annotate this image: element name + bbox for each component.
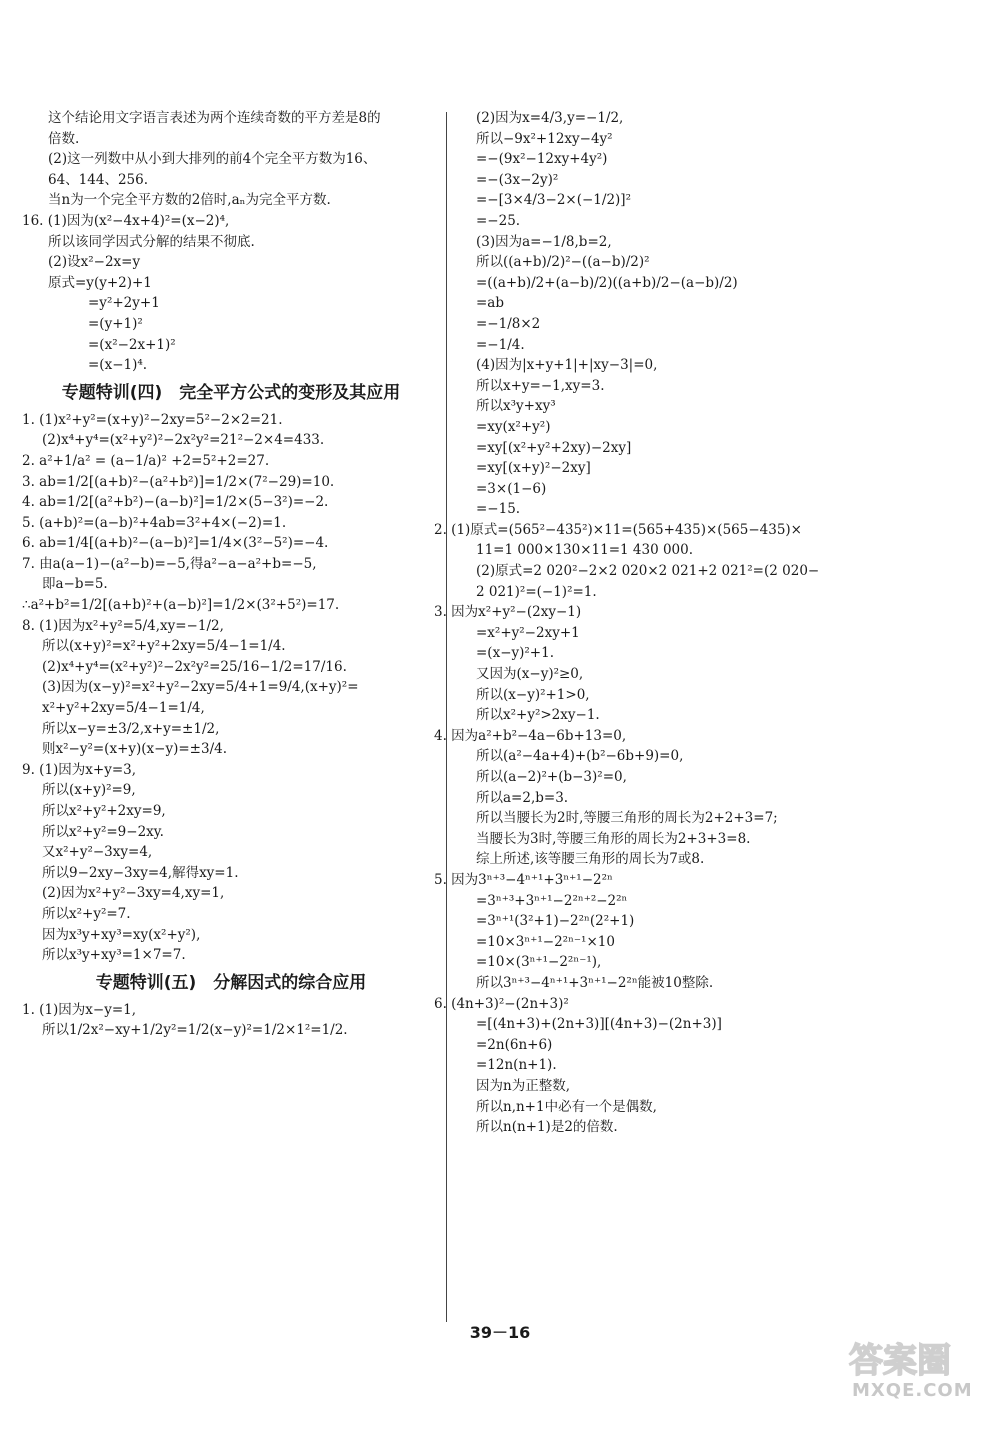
answer-line: =10×(3ⁿ⁺¹−2²ⁿ⁻¹),: [476, 954, 602, 971]
answer-line: =−(9x²−12xy+4y²): [476, 151, 608, 168]
answer-line: (3)因为(x−y)²=x²+y²−2xy=5/4+1=9/4,(x+y)²=: [42, 679, 359, 696]
answer-line: =2n(6n+6): [476, 1036, 553, 1053]
section-heading: 专题特训(五) 分解因式的综合应用: [95, 972, 367, 993]
answer-line: x²+y²+2xy=5/4−1=1/4,: [42, 700, 205, 717]
answer-line: (2)这一列数中从小到大排列的前4个完全平方数为16、: [48, 151, 377, 168]
answer-line: 综上所述,该等腰三角形的周长为7或8.: [476, 851, 705, 868]
answer-line: =(y+1)²: [88, 315, 143, 332]
answer-line: 64、144、256.: [48, 171, 149, 188]
answer-line: 所以(a−2)²+(b−3)²=0,: [476, 769, 627, 785]
answer-line: 当n为一个完全平方数的2倍时,aₙ为完全平方数.: [48, 192, 331, 209]
answer-line: 所以9−2xy−3xy=4,解得xy=1.: [42, 864, 239, 881]
answer-line: 3. ab=1/2[(a+b)²−(a²+b²)]=1/2×(7²−29)=10.: [22, 473, 335, 490]
answer-line: (2)设x²−2x=y: [48, 254, 141, 271]
answer-line: 所以((a+b)/2)²−((a−b)/2)²: [476, 254, 650, 271]
answer-line: 8. (1)因为x²+y²=5/4,xy=−1/2,: [22, 617, 224, 634]
answer-line: =(x−y)²+1.: [476, 645, 555, 662]
answer-line: 16. (1)因为(x²−4x+4)²=(x−2)⁴,: [22, 212, 230, 229]
answer-line: =(x−1)⁴.: [88, 357, 148, 374]
answer-line: 9. (1)因为x+y=3,: [22, 761, 137, 778]
answer-line: 因为n为正整数,: [476, 1077, 570, 1094]
answer-line: =−15.: [476, 501, 521, 518]
answer-line: 3. 因为x²+y²−(2xy−1): [434, 604, 582, 621]
answer-line: 2 021)²=(−1)²=1.: [476, 583, 597, 600]
answer-line: 当腰长为3时,等腰三角形的周长为2+3+3=8.: [476, 830, 751, 847]
answer-line: 倍数.: [48, 130, 80, 147]
watermark-logo: [820, 1336, 980, 1382]
answer-line: 所以n,n+1中必有一个是偶数,: [476, 1098, 657, 1115]
answer-line: (2)x⁴+y⁴=(x²+y²)²−2x²y²=21²−2×4=433.: [42, 432, 325, 449]
answer-line: 5. 因为3ⁿ⁺³−4ⁿ⁺¹+3ⁿ⁺¹−2²ⁿ: [434, 871, 613, 888]
answer-line: 所以x+y=−1,xy=3.: [476, 377, 605, 394]
answer-line: (2)x⁴+y⁴=(x²+y²)²−2x²y²=25/16−1/2=17/16.: [42, 658, 347, 675]
right-column: [434, 108, 976, 1138]
answer-line: =3×(1−6): [476, 480, 547, 497]
answer-line: =xy[(x+y)²−2xy]: [476, 460, 591, 477]
answer-line: =12n(n+1).: [476, 1057, 557, 1074]
answer-line: 所以1/2x²−xy+1/2y²=1/2(x−y)²=1/2×1²=1/2.: [42, 1022, 348, 1039]
answer-line: =−1/8×2: [476, 315, 541, 332]
answer-line: =−[3×4/3−2×(−1/2)]²: [476, 192, 631, 209]
answer-line: =−1/4.: [476, 336, 525, 353]
answer-line: 11=1 000×130×11=1 430 000.: [476, 542, 694, 559]
answer-line: (3)因为a=−1/8,b=2,: [476, 233, 612, 250]
answer-line: =ab: [476, 295, 505, 312]
answer-line: 所以x²+y²>2xy−1.: [476, 707, 600, 724]
answer-line: =((a+b)/2+(a−b)/2)((a+b)/2−(a−b)/2): [476, 274, 738, 291]
answer-line: 所以a=2,b=3.: [476, 789, 569, 806]
answer-line: 因为x³y+xy³=xy(x²+y²),: [42, 926, 201, 943]
answer-line: 6. (4n+3)²−(2n+3)²: [434, 995, 569, 1012]
answer-line: ∴a²+b²=1/2[(a+b)²+(a−b)²]=1/2×(3²+5²)=17.: [22, 597, 340, 614]
answer-line: 所以(x+y)²=x²+y²+2xy=5/4−1=1/4.: [42, 638, 286, 655]
answer-line: =xy(x²+y²): [476, 418, 551, 435]
answer-line: (2)因为x²+y²−3xy=4,xy=1,: [42, 885, 225, 902]
answer-line: =y²+2y+1: [88, 295, 160, 312]
answer-line: 所以x²+y²=9−2xy.: [42, 823, 164, 840]
answer-line: 1. (1)x²+y²=(x+y)²−2xy=5²−2×2=21.: [22, 411, 283, 428]
answer-line: 5. (a+b)²=(a−b)²+4ab=3²+4×(−2)=1.: [22, 514, 287, 531]
answer-line: =3ⁿ⁺³+3ⁿ⁺¹−2²ⁿ⁺²−2²ⁿ: [476, 892, 628, 909]
answer-line: 6. ab=1/4[(a+b)²−(a−b)²]=1/4×(3²−5²)=−4.: [22, 535, 329, 552]
answer-line: =x²+y²−2xy+1: [476, 624, 580, 641]
answer-line: (2)原式=2 020²−2×2 020×2 021+2 021²=(2 020−: [476, 563, 820, 580]
answer-line: 则x²−y²=(x+y)(x−y)=±3/4.: [42, 741, 227, 758]
answer-line: 所以当腰长为2时,等腰三角形的周长为2+2+3=7;: [476, 810, 778, 827]
answer-line: 4. ab=1/2[(a²+b²)−(a−b)²]=1/2×(5−3²)=−2.: [22, 494, 329, 511]
answer-line: 4. 因为a²+b²−4a−6b+13=0,: [434, 727, 627, 744]
answer-line: 所以(a²−4a+4)+(b²−6b+9)=0,: [476, 748, 684, 765]
answer-line: 所以x²+y²+2xy=9,: [42, 803, 166, 819]
answer-line: =−(3x−2y)²: [476, 171, 559, 188]
section-heading: 专题特训(四) 完全平方公式的变形及其应用: [61, 382, 401, 403]
answer-line: 所以x−y=±3/2,x+y=±1/2,: [42, 720, 220, 737]
answer-line: =xy[(x²+y²+2xy)−2xy]: [476, 439, 632, 456]
answer-line: 所以该同学因式分解的结果不彻底.: [48, 233, 255, 250]
answer-line: 这个结论用文字语言表述为两个连续奇数的平方差是8的: [48, 110, 381, 126]
answer-line: 所以n(n+1)是2的倍数.: [476, 1119, 618, 1136]
answer-line: =[(4n+3)+(2n+3)][(4n+3)−(2n+3)]: [476, 1016, 722, 1033]
answer-line: 所以−9x²+12xy−4y²: [476, 130, 613, 147]
answer-line: 所以3ⁿ⁺³−4ⁿ⁺¹+3ⁿ⁺¹−2²ⁿ能被10整除.: [476, 974, 714, 991]
answer-line: =(x²−2x+1)²: [88, 336, 176, 353]
answer-line: 即a−b=5.: [42, 576, 108, 593]
svg-text:答案圈: 答案圈: [849, 1341, 951, 1381]
answer-line: 2. (1)原式=(565²−435²)×11=(565+435)×(565−435)×: [434, 521, 802, 538]
answer-line: (4)因为|x+y+1|+|xy−3|=0,: [476, 357, 658, 374]
answer-line: 原式=y(y+2)+1: [48, 274, 152, 291]
answer-line: =3ⁿ⁺¹(3²+1)−2²ⁿ(2²+1): [476, 913, 635, 930]
column-divider: [446, 112, 447, 1322]
answer-line: 所以x³y+xy³: [476, 398, 556, 415]
answer-line: 所以(x+y)²=9,: [42, 782, 136, 799]
page-number: 39－16: [469, 1323, 531, 1342]
answer-line: 1. (1)因为x−y=1,: [22, 1001, 137, 1018]
answer-line: 又因为(x−y)²≥0,: [476, 666, 584, 683]
answer-line: (2)因为x=4/3,y=−1/2,: [476, 110, 624, 126]
answer-line: 所以x³y+xy³=1×7=7.: [42, 947, 186, 964]
answer-line: 2. a²+1/a² = (a−1/a)² +2=5²+2=27.: [22, 452, 270, 469]
answer-line: =10×3ⁿ⁺¹−2²ⁿ⁻¹×10: [476, 933, 615, 950]
answer-line: =−25.: [476, 212, 521, 229]
answer-line: 7. 由a(a−1)−(a²−b)=−5,得a²−a−a²+b=−5,: [22, 555, 317, 572]
answer-line: 所以(x−y)²+1>0,: [476, 686, 590, 703]
left-column: [22, 108, 440, 1041]
answer-line: 又x²+y²−3xy=4,: [42, 844, 153, 861]
watermark-text: MXQE.COM: [852, 1380, 973, 1401]
answer-line: 所以x²+y²=7.: [42, 905, 131, 922]
